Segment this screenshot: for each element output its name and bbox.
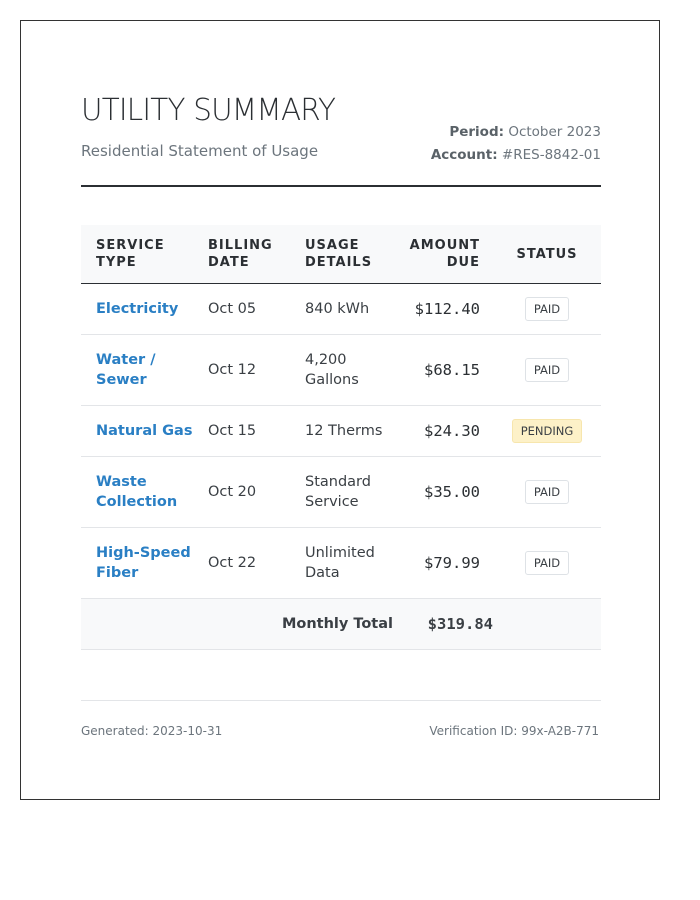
statement-page xyxy=(20,20,660,800)
page-title: UTILITY SUMMARY xyxy=(81,93,336,128)
status-badge: PAID xyxy=(525,297,569,321)
col-header-usage: USAGE DETAILS xyxy=(290,225,393,284)
amount-due: $112.40 xyxy=(393,284,493,335)
status-badge-pending: PENDING xyxy=(512,419,583,443)
period-label: Period: xyxy=(449,124,505,140)
service-type: Water / Sewer xyxy=(81,335,193,406)
period-value: October 2023 xyxy=(508,124,601,140)
billing-date: Oct 12 xyxy=(193,335,290,406)
usage-details: 4,200 Gallons xyxy=(290,335,393,406)
verification-id: Verification ID: 99x-A2B-771 xyxy=(429,724,599,738)
generated-date: Generated: 2023-10-31 xyxy=(81,724,223,738)
amount-due: $79.99 xyxy=(393,528,493,599)
account-value: #RES-8842-01 xyxy=(501,147,601,163)
col-header-status: STATUS xyxy=(493,225,601,284)
total-amount: $319.84 xyxy=(393,599,493,650)
amount-due: $24.30 xyxy=(393,406,493,457)
table-row xyxy=(81,528,601,599)
table-row xyxy=(81,406,601,457)
usage-details: 840 kWh xyxy=(290,284,393,335)
table-row xyxy=(81,335,601,406)
col-header-amount: AMOUNT DUE xyxy=(393,225,493,284)
account-line xyxy=(431,144,601,167)
service-type: Waste Collection xyxy=(81,457,193,528)
footer-divider xyxy=(81,700,601,701)
period-line xyxy=(431,121,601,144)
service-type: Natural Gas xyxy=(81,406,193,457)
service-type: Electricity xyxy=(81,284,193,335)
amount-due: $35.00 xyxy=(393,457,493,528)
table-row xyxy=(81,457,601,528)
billing-date: Oct 22 xyxy=(193,528,290,599)
col-header-service: SERVICE TYPE xyxy=(81,225,193,284)
total-row xyxy=(81,599,601,650)
col-header-date: BILLING DATE xyxy=(193,225,290,284)
table-row xyxy=(81,284,601,335)
usage-details: Standard Service xyxy=(290,457,393,528)
billing-date: Oct 20 xyxy=(193,457,290,528)
account-label: Account: xyxy=(430,147,498,163)
table-header-row xyxy=(81,225,601,284)
usage-details: 12 Therms xyxy=(290,406,393,457)
usage-table xyxy=(81,225,601,650)
total-label: Monthly Total xyxy=(81,599,393,650)
status-badge: PAID xyxy=(525,358,569,382)
status-badge: PAID xyxy=(525,480,569,504)
status-badge: PAID xyxy=(525,551,569,575)
statement-meta xyxy=(431,121,601,167)
billing-date: Oct 15 xyxy=(193,406,290,457)
amount-due: $68.15 xyxy=(393,335,493,406)
page-subtitle: Residential Statement of Usage xyxy=(81,142,319,160)
statement-header xyxy=(81,91,601,187)
billing-date: Oct 05 xyxy=(193,284,290,335)
service-type: High-Speed Fiber xyxy=(81,528,193,599)
usage-details: Unlimited Data xyxy=(290,528,393,599)
